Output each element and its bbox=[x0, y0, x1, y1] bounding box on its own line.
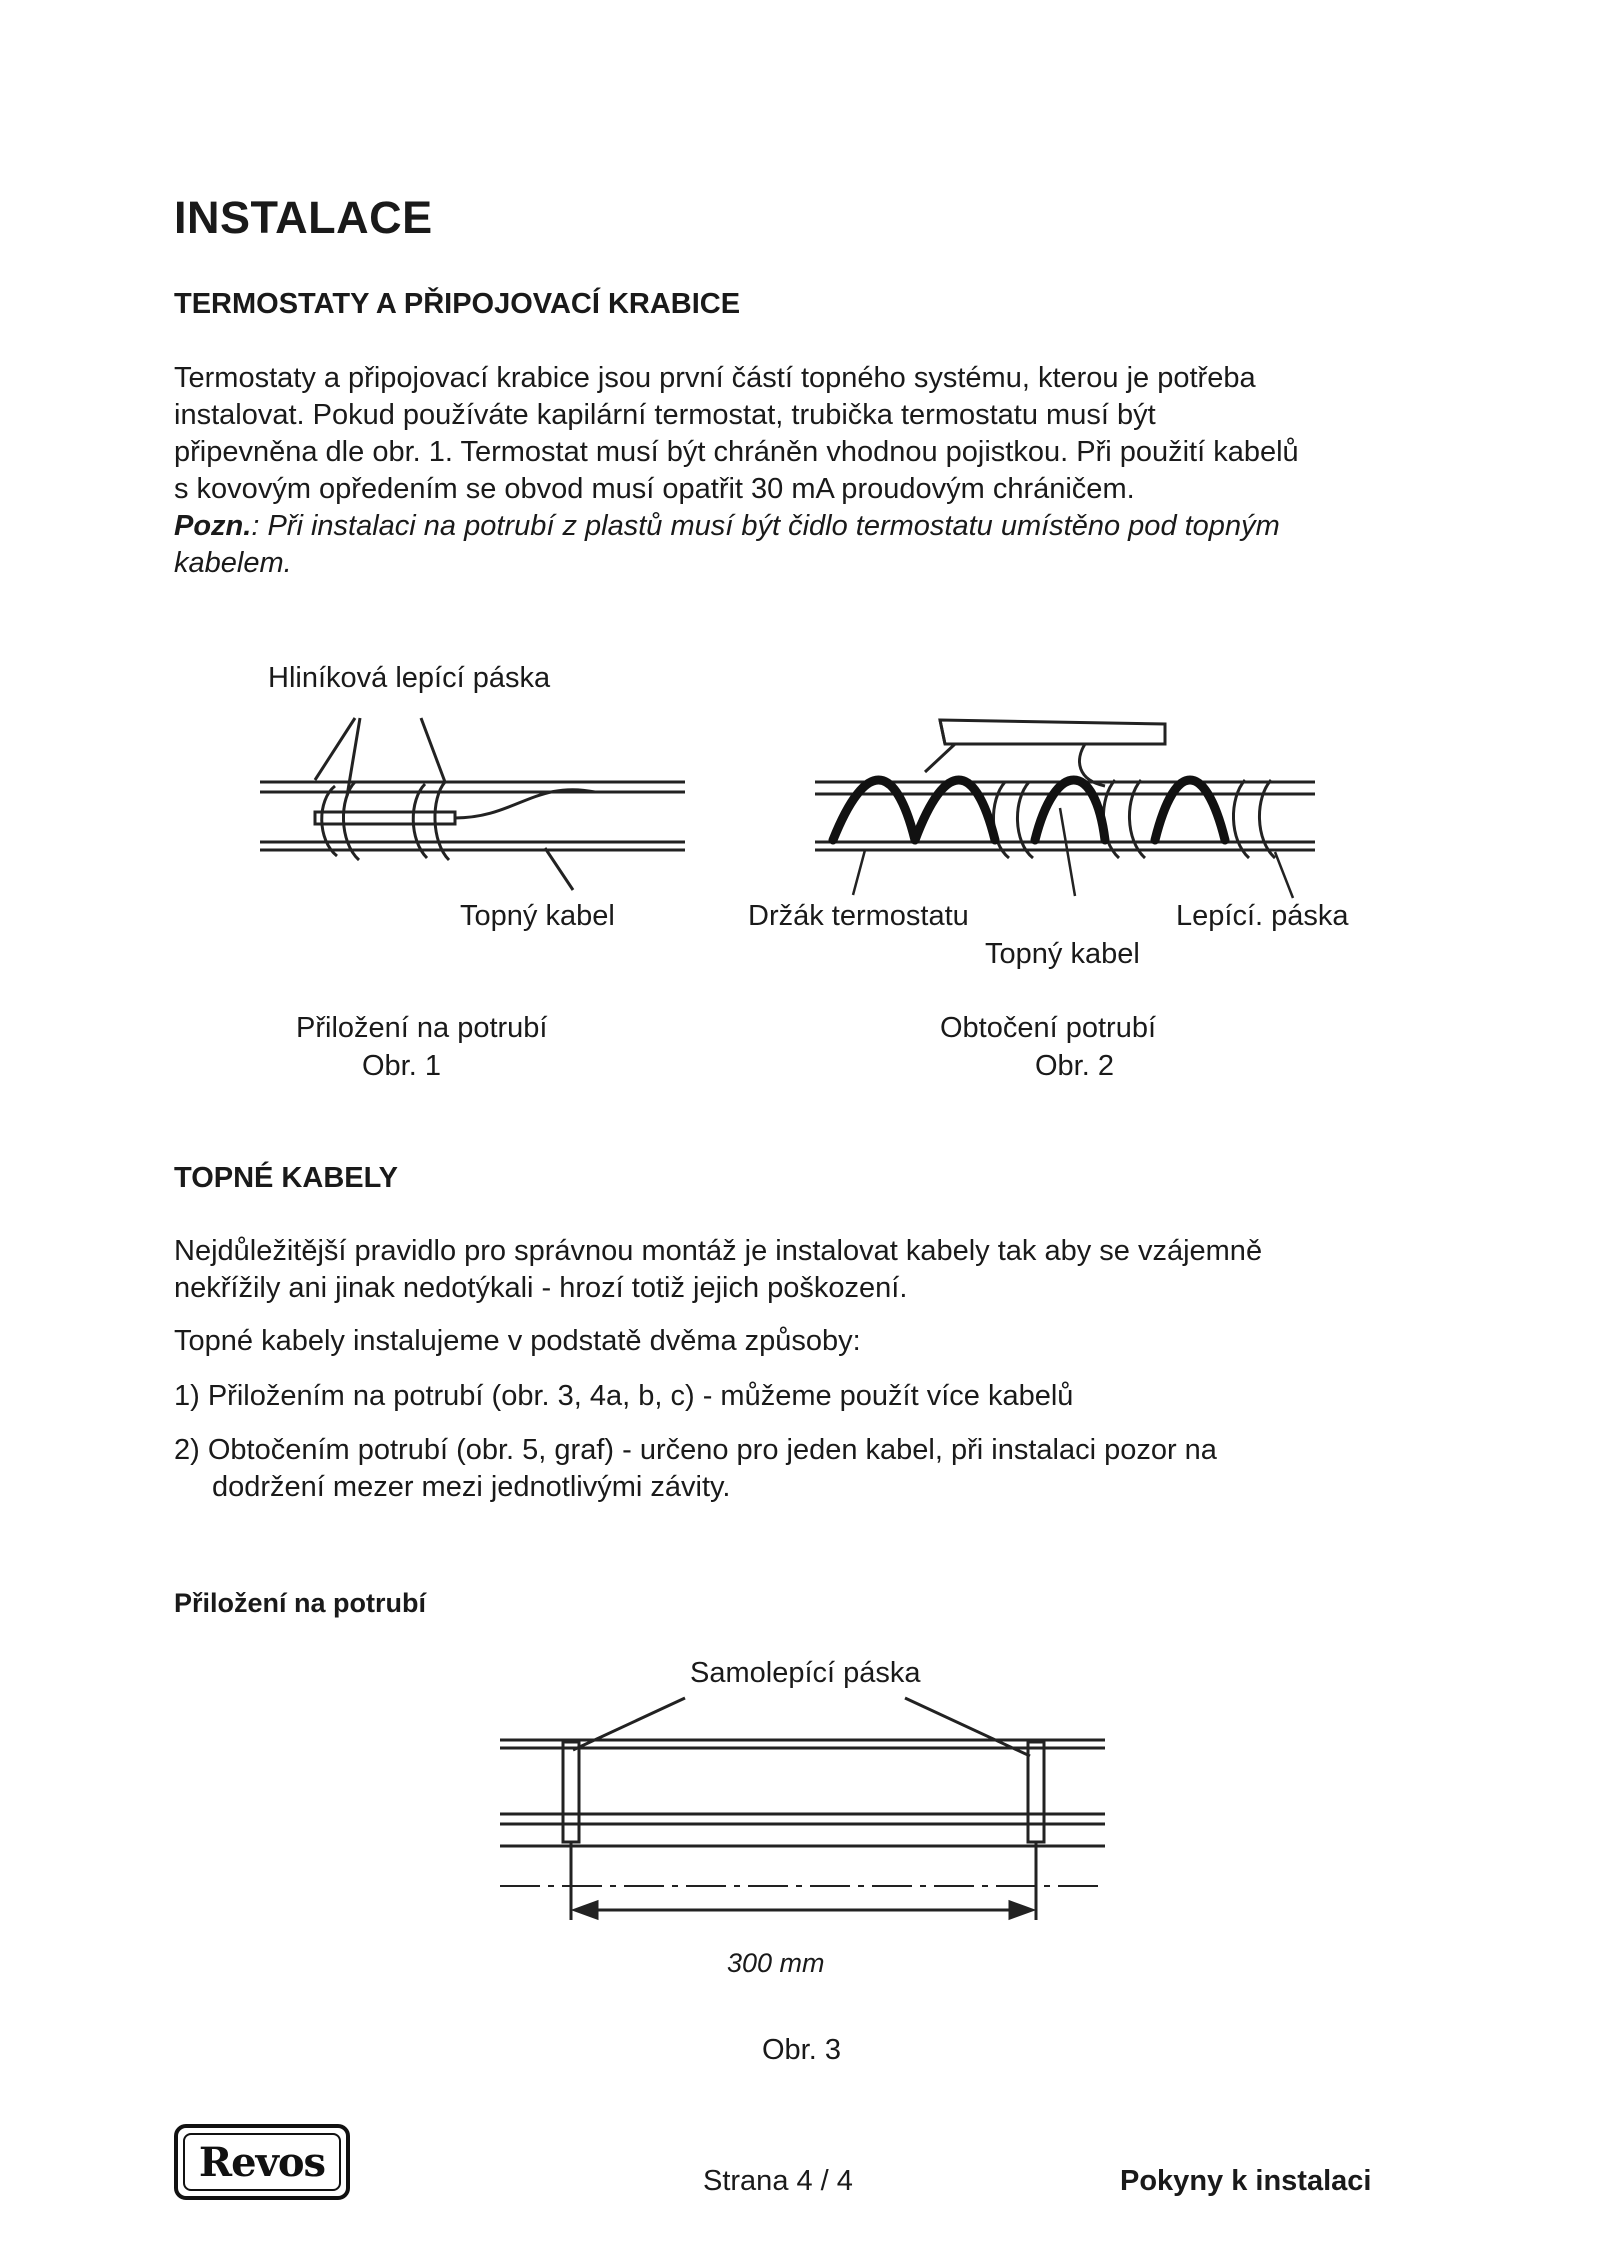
logo-text: Revos bbox=[198, 2138, 326, 2186]
paragraph-line: nekřížily ani jinak nedotýkali - hrozí totiž jejich poškození. bbox=[174, 1272, 908, 1304]
fig1-number: Obr. 1 bbox=[362, 1050, 441, 1082]
note-text: : Při instalaci na potrubí z plastů musí být čidlo termostatu umístěno pod topným bbox=[251, 510, 1280, 542]
section1-paragraph bbox=[174, 360, 1474, 582]
subsection-heading: Přiložení na potrubí bbox=[174, 1588, 427, 1618]
paragraph-line: Termostaty a připojovací krabice jsou první částí topného systému, kterou je potřeba bbox=[174, 362, 1256, 394]
fig2-caption: Obtočení potrubí bbox=[940, 1012, 1157, 1044]
fig3-drawing bbox=[475, 1690, 1135, 1980]
fig1-drawing bbox=[255, 700, 695, 900]
note-text-cont: kabelem. bbox=[174, 547, 292, 579]
fig1-label-cable: Topný kabel bbox=[460, 900, 615, 932]
fig3-dimension: 300 mm bbox=[727, 1948, 825, 1978]
paragraph-line: s kovovým opředením se obvod musí opatřit 30 mA proudovým chráničem. bbox=[174, 473, 1135, 505]
fig1-caption: Přiložení na potrubí bbox=[296, 1012, 548, 1044]
note-label: Pozn. bbox=[174, 510, 252, 542]
section2-paragraph1 bbox=[174, 1233, 1474, 1307]
page-title: INSTALACE bbox=[174, 192, 433, 243]
list-item-2 bbox=[174, 1432, 1494, 1506]
fig2-label-tape: Lepící. páska bbox=[1176, 900, 1349, 932]
fig2-drawing bbox=[805, 700, 1325, 910]
fig3-label-tape: Samolepící páska bbox=[690, 1657, 921, 1689]
list-item-line: dodržení mezer mezi jednotlivými závity. bbox=[212, 1471, 731, 1503]
paragraph-line: Nejdůležitější pravidlo pro správnou montáž je instalovat kabely tak aby se vzájemně bbox=[174, 1235, 1263, 1267]
fig3-number: Obr. 3 bbox=[762, 2034, 841, 2066]
note-line bbox=[174, 508, 1474, 545]
section2-paragraph2: Topné kabely instalujeme v podstatě dvěma způsoby: bbox=[174, 1325, 861, 1357]
page-number: Strana 4 / 4 bbox=[703, 2165, 853, 2197]
document-title: Pokyny k instalaci bbox=[1120, 2165, 1372, 2197]
list-item-1: 1) Přiložením na potrubí (obr. 3, 4a, b, c) - můžeme použít více kabelů bbox=[174, 1380, 1074, 1412]
fig1-label-tape: Hliníková lepící páska bbox=[268, 662, 551, 694]
section-heading-heating-cables: TOPNÉ KABELY bbox=[174, 1162, 398, 1194]
paragraph-line: instalovat. Pokud používáte kapilární termostat, trubička termostatu musí být bbox=[174, 399, 1156, 431]
fig2-label-holder: Držák termostatu bbox=[748, 900, 969, 932]
fig2-number: Obr. 2 bbox=[1035, 1050, 1114, 1082]
list-item-line: 2) Obtočením potrubí (obr. 5, graf) - určeno pro jeden kabel, při instalaci pozor na bbox=[174, 1434, 1217, 1466]
revos-logo bbox=[174, 2124, 350, 2200]
fig2-label-cable: Topný kabel bbox=[985, 938, 1140, 970]
section-heading-thermostats: TERMOSTATY A PŘIPOJOVACÍ KRABICE bbox=[174, 288, 741, 320]
paragraph-line: připevněna dle obr. 1. Termostat musí být chráněn vhodnou pojistkou. Při použití kabelů bbox=[174, 436, 1299, 468]
